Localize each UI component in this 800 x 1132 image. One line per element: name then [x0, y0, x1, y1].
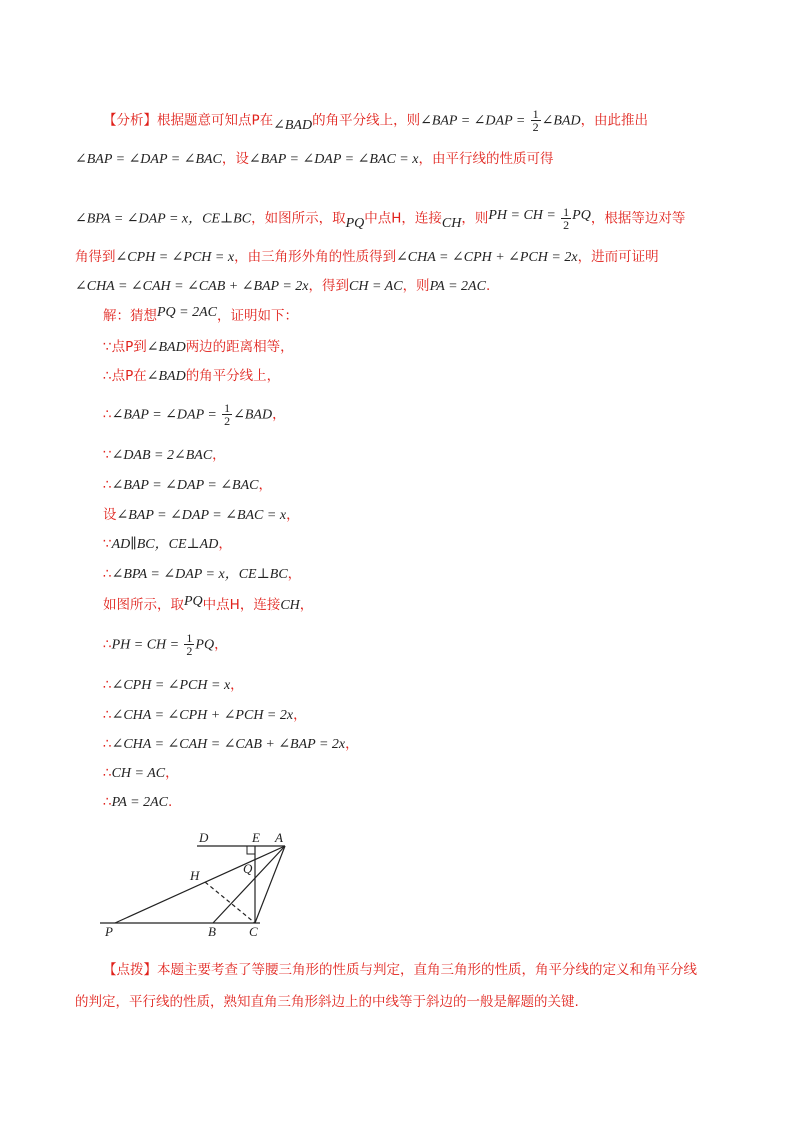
math-expr: ∠BAP = ∠DAP = ∠BAC = x	[116, 508, 287, 523]
math-expr: PA = 2AC	[111, 795, 168, 810]
math-expr: PH = CH =	[488, 207, 556, 223]
solution-line-16	[103, 793, 172, 812]
math-expr: PQ	[184, 594, 203, 609]
solution-line-1	[103, 307, 298, 326]
comment-line-2: 的判定，平行线的性质，熟知直角三角形斜边上的中线等于斜边的一般是解题的关键.	[75, 994, 579, 1010]
solution-text: ，	[293, 707, 307, 723]
analysis-text: 角得到	[75, 249, 116, 265]
solution-text: ，	[287, 566, 302, 582]
solution-text: 如图所示，取	[103, 597, 184, 613]
solution-text: ，	[286, 507, 300, 523]
math-expr: ∠CPH = ∠PCH = x	[111, 678, 231, 693]
solution-text: ，	[345, 736, 359, 752]
solution-text: ，	[165, 765, 179, 781]
analysis-line-2	[75, 150, 553, 169]
analysis-text: ，进而可证明	[577, 249, 659, 265]
analysis-text: .	[485, 278, 491, 294]
therefore-symbol: ∴	[103, 636, 112, 653]
math-expr: ∠DAB = 2∠BAC	[111, 448, 213, 463]
math-expr: ∠BAD	[233, 407, 273, 423]
solution-text: 中点H，连接	[202, 597, 281, 613]
math-expr: CH = AC	[111, 766, 166, 781]
therefore-symbol: ∴	[103, 406, 112, 423]
line-BA	[213, 846, 285, 923]
geometry-figure	[95, 828, 295, 943]
math-expr: PA = 2AC	[429, 279, 486, 294]
math-expr: PQ = 2AC	[157, 305, 217, 320]
analysis-text: ，得到	[308, 278, 350, 294]
math-expr: CH	[280, 598, 300, 613]
math-expr: ∠BAP = ∠DAP = ∠BAC	[75, 152, 222, 167]
solution-line-13	[103, 706, 307, 725]
fraction-den: 2	[186, 644, 193, 658]
solution-text: ，	[272, 406, 286, 423]
solution-text: .	[167, 794, 173, 810]
analysis-text: ，由平行线的性质可得	[418, 151, 554, 167]
math-expr: ∠CHA = ∠CPH + ∠PCH = 2x	[111, 708, 294, 723]
fraction-half	[561, 206, 571, 231]
solution-line-11	[103, 632, 228, 657]
math-expr: PH = CH =	[111, 637, 180, 653]
fraction-num: 1	[224, 401, 231, 415]
solution-text: ，	[258, 477, 272, 493]
analysis-text: 【分析】根据题意可知点P在	[103, 112, 274, 129]
math-expr: ∠CHA = ∠CPH + ∠PCH = 2x	[396, 250, 578, 265]
fraction-den: 2	[563, 218, 570, 232]
solution-text: ，	[230, 677, 244, 693]
math-expr: PQ	[572, 207, 591, 223]
math-expr: ∠BAP = ∠DAP =	[111, 407, 217, 423]
fraction-den: 2	[532, 120, 539, 134]
solution-text: ∵点P到	[103, 339, 147, 355]
solution-text: ，	[212, 447, 226, 463]
solution-line-6	[103, 476, 272, 495]
therefore-symbol: ∴	[103, 707, 112, 723]
analysis-text: 的角平分线上，则	[312, 112, 421, 129]
analysis-text: ，由三角形外角的性质得到	[234, 249, 397, 265]
analysis-line-4	[75, 248, 659, 267]
label-E: E	[252, 830, 260, 845]
solution-line-9	[103, 565, 301, 584]
math-expr: ∠BAP = ∠DAP =	[420, 113, 526, 129]
analysis-text: ，如图所示，取	[251, 210, 346, 227]
because-symbol: ∵	[103, 447, 112, 463]
math-expr: PQ	[345, 215, 365, 231]
math-expr: ∠BAD	[146, 369, 186, 384]
analysis-line-1	[103, 108, 648, 133]
analysis-text: 中点H，连接	[364, 210, 442, 227]
solution-text: ，	[214, 636, 228, 653]
solution-line-2	[103, 338, 294, 357]
therefore-symbol: ∴	[103, 765, 112, 781]
math-expr: CH	[441, 215, 462, 231]
math-expr: CH = AC	[349, 279, 403, 294]
solution-line-12	[103, 676, 244, 695]
solution-line-3	[103, 367, 280, 386]
math-expr: ∠BAP = ∠DAP = ∠BAC = x	[248, 152, 419, 167]
solution-line-7	[103, 506, 300, 525]
solution-text: 设	[103, 507, 117, 523]
solution-text: ，证明如下：	[217, 308, 298, 324]
therefore-symbol: ∴	[103, 566, 112, 582]
analysis-text: ，根据等边对等	[590, 210, 686, 227]
fraction-num: 1	[563, 205, 570, 219]
fraction-num: 1	[186, 631, 193, 645]
analysis-text: ，则	[402, 278, 430, 294]
math-expr: ∠CHA = ∠CAH = ∠CAB + ∠BAP = 2x	[75, 279, 309, 294]
fraction-half	[222, 402, 232, 427]
fraction-half	[531, 108, 541, 133]
analysis-text: ，设	[221, 151, 249, 167]
label-C: C	[249, 924, 258, 939]
math-expr: AD∥BC，CE⊥AD	[111, 537, 219, 552]
solution-line-5	[103, 446, 226, 465]
math-expr: ∠BAD	[541, 113, 581, 129]
solution-text: ，	[299, 597, 314, 613]
math-expr: ∠BAP = ∠DAP = ∠BAC	[111, 478, 259, 493]
therefore-symbol: ∴	[103, 677, 112, 693]
label-P: P	[105, 924, 113, 939]
fraction-num: 1	[532, 107, 539, 121]
solution-text: ∴点P在	[103, 368, 147, 384]
label-D: D	[199, 830, 209, 845]
solution-line-14	[103, 735, 359, 754]
therefore-symbol: ∴	[103, 477, 112, 493]
solution-line-10	[103, 596, 313, 615]
math-expr: PQ	[195, 637, 215, 653]
label-Q: Q	[243, 861, 253, 876]
therefore-symbol: ∴	[103, 736, 112, 752]
math-expr: ∠BAD	[273, 117, 313, 133]
math-expr: ∠CHA = ∠CAH = ∠CAB + ∠BAP = 2x	[111, 737, 346, 752]
solution-line-4	[103, 402, 286, 427]
fraction-half	[184, 632, 194, 657]
analysis-text: ，由此推出	[580, 112, 649, 129]
label-H: H	[190, 868, 200, 883]
solution-text: 的角平分线上，	[185, 368, 281, 384]
analysis-line-5	[75, 277, 490, 296]
comment-line-1: 【点拨】本题主要考查了等腰三角形的性质与判定，直角三角形的性质，角平分线的定义和角平分线	[103, 962, 697, 978]
right-angle-mark	[247, 846, 255, 854]
math-expr: ∠CPH = ∠PCH = x	[115, 250, 235, 265]
line-HC	[205, 882, 255, 923]
solution-text: ，	[218, 536, 232, 552]
fraction-den: 2	[224, 414, 231, 428]
solution-line-8	[103, 535, 232, 554]
solution-text: 解：猜想	[103, 308, 157, 324]
analysis-line-3	[75, 206, 685, 231]
because-symbol: ∵	[103, 536, 112, 552]
analysis-text: ，则	[461, 210, 489, 227]
math-expr: ∠BPA = ∠DAP = x，CE⊥BC	[111, 567, 288, 582]
label-A: A	[275, 830, 283, 845]
therefore-symbol: ∴	[103, 794, 112, 810]
label-B: B	[208, 924, 216, 939]
solution-text: 两边的距离相等，	[185, 339, 294, 355]
math-expr: ∠BAD	[146, 340, 186, 355]
solution-line-15	[103, 764, 179, 783]
math-expr: ∠BPA = ∠DAP = x，CE⊥BC	[75, 211, 252, 227]
